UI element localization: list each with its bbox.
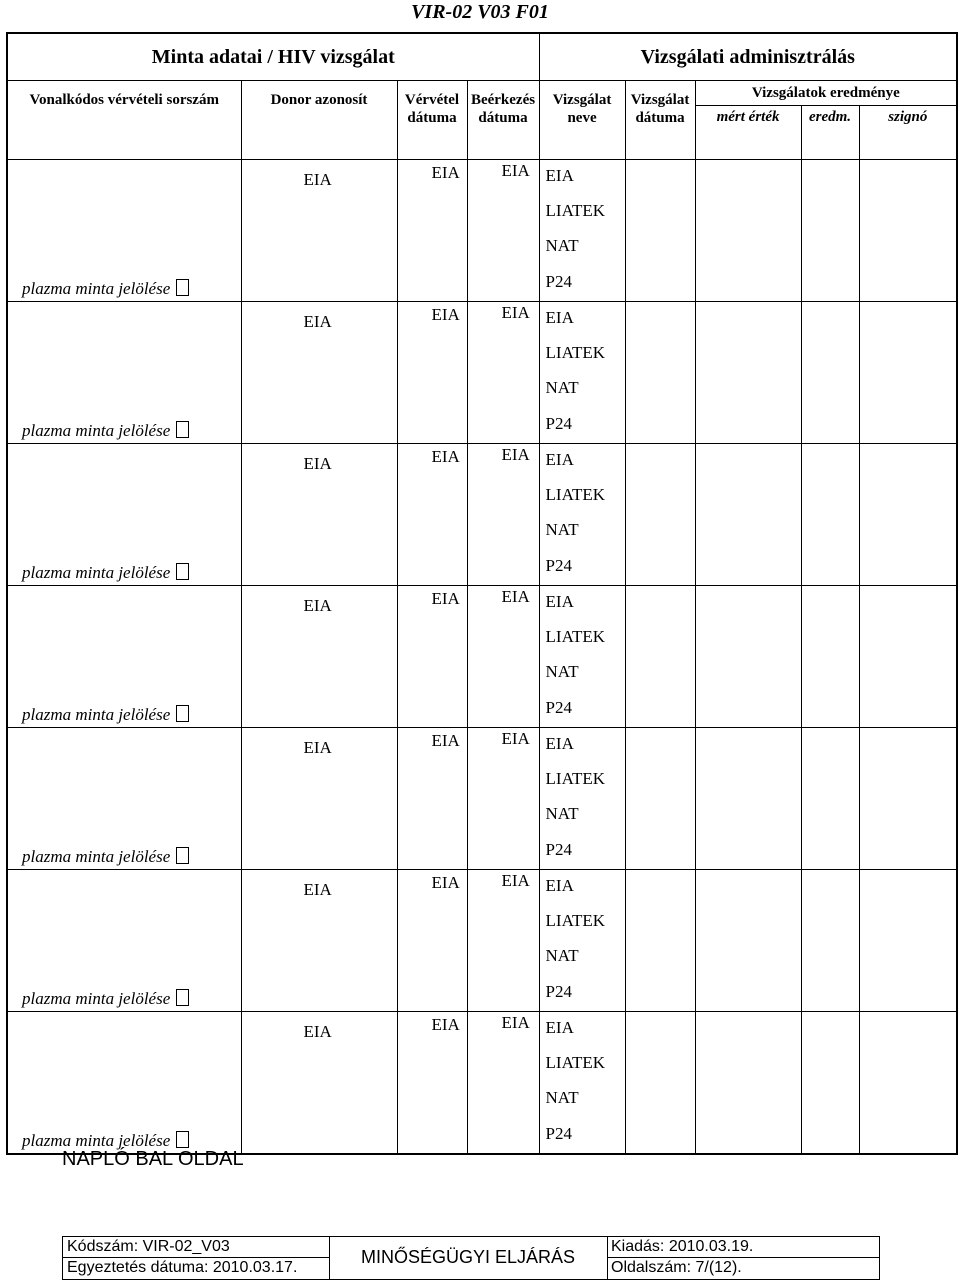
cell-donor[interactable]: [241, 586, 397, 728]
cell-szigno[interactable]: [859, 302, 957, 444]
cell-eredm[interactable]: [801, 586, 859, 728]
cell-mert-ertek[interactable]: [695, 586, 801, 728]
footer-divider: [607, 1257, 879, 1258]
col-vonalkod-label: Vonalkódos vérvételi sorszám: [29, 92, 219, 108]
checkbox-icon[interactable]: [176, 705, 189, 722]
beerkezes-eia-label: EIA: [501, 587, 530, 606]
beerkezes-eia-label: EIA: [501, 161, 530, 180]
checkbox-icon[interactable]: [176, 563, 189, 580]
cell-vizsgalat-neve[interactable]: [539, 1012, 625, 1155]
plasma-label-text: plazma minta jelölése: [22, 989, 171, 1008]
cell-vervetel[interactable]: [397, 302, 467, 444]
cell-vonalkod[interactable]: [7, 586, 241, 728]
plasma-label: [22, 989, 189, 1009]
checkbox-icon[interactable]: [176, 989, 189, 1006]
cell-vizsgalat-neve[interactable]: [539, 870, 625, 1012]
col-vizsgalat-datuma-label: Vizsgálat dátuma: [630, 92, 690, 126]
col-vizsgalat-neve-label: Vizsgálat neve: [552, 92, 612, 126]
col-vonalkod: [7, 81, 241, 160]
test-name-label: EIA: [545, 450, 574, 469]
cell-beerkezes[interactable]: [467, 870, 539, 1012]
cell-vizsgalat-neve[interactable]: [539, 586, 625, 728]
cell-vonalkod[interactable]: [7, 1012, 241, 1155]
log-table: [6, 32, 958, 1155]
cell-mert-ertek[interactable]: [695, 1012, 801, 1155]
cell-mert-ertek[interactable]: [695, 160, 801, 302]
cell-mert-ertek[interactable]: [695, 444, 801, 586]
test-name-label: LIATEK: [545, 343, 606, 362]
col-beerkezes: [467, 81, 539, 160]
footer-oldalszam: Oldalszám: 7/(12).: [611, 1259, 742, 1276]
table-row: [7, 586, 957, 728]
cell-beerkezes[interactable]: [467, 302, 539, 444]
cell-vervetel[interactable]: [397, 444, 467, 586]
plasma-label: [22, 279, 189, 299]
cell-eredm[interactable]: [801, 728, 859, 870]
test-name-label: P24: [545, 556, 572, 575]
cell-vonalkod[interactable]: [7, 728, 241, 870]
donor-eia-label: EIA: [303, 880, 332, 899]
table-row: [7, 870, 957, 1012]
plasma-label: [22, 705, 189, 725]
test-name-label: NAT: [545, 662, 579, 681]
naplo-label: NAPLÓ BAL OLDAL: [62, 1148, 244, 1170]
test-name-label: LIATEK: [545, 627, 606, 646]
donor-eia-label: EIA: [303, 312, 332, 331]
cell-eredm[interactable]: [801, 302, 859, 444]
vervetel-eia-label: EIA: [431, 305, 460, 324]
cell-vizsgalat-datuma[interactable]: [625, 160, 695, 302]
cell-vizsgalat-datuma[interactable]: [625, 444, 695, 586]
test-name-label: EIA: [545, 1018, 574, 1037]
cell-vizsgalat-datuma[interactable]: [625, 1012, 695, 1155]
test-name-label: P24: [545, 1124, 572, 1143]
cell-szigno[interactable]: [859, 870, 957, 1012]
plasma-label-text: plazma minta jelölése: [22, 421, 171, 440]
col-vervetel: [397, 81, 467, 160]
table-row: [7, 444, 957, 586]
test-name-label: LIATEK: [545, 769, 606, 788]
test-name-label: EIA: [545, 734, 574, 753]
plasma-label: [22, 421, 189, 441]
col-eredm: eredm.: [801, 106, 859, 160]
checkbox-icon[interactable]: [176, 421, 189, 438]
cell-vizsgalat-datuma[interactable]: [625, 302, 695, 444]
footer-divider: [607, 1237, 608, 1279]
footer-box: [62, 1236, 880, 1280]
donor-eia-label: EIA: [303, 170, 332, 189]
col-mert-ertek: mért érték: [695, 106, 801, 160]
test-name-label: P24: [545, 840, 572, 859]
test-name-label: NAT: [545, 520, 579, 539]
col-szigno: szignó: [859, 106, 957, 160]
beerkezes-eia-label: EIA: [501, 729, 530, 748]
cell-vizsgalat-neve[interactable]: [539, 444, 625, 586]
beerkezes-eia-label: EIA: [501, 871, 530, 890]
test-name-label: P24: [545, 414, 572, 433]
section-admin: Vizsgálati adminisztrálás: [539, 33, 957, 81]
test-name-label: EIA: [545, 876, 574, 895]
cell-eredm[interactable]: [801, 1012, 859, 1155]
col-donor: [241, 81, 397, 160]
cell-vervetel[interactable]: [397, 870, 467, 1012]
test-name-label: NAT: [545, 236, 579, 255]
cell-donor[interactable]: [241, 1012, 397, 1155]
beerkezes-eia-label: EIA: [501, 1013, 530, 1032]
col-vizsgalat-neve: [539, 81, 625, 160]
checkbox-icon[interactable]: [176, 279, 189, 296]
test-name-label: NAT: [545, 378, 579, 397]
cell-eredm[interactable]: [801, 444, 859, 586]
vervetel-eia-label: EIA: [431, 163, 460, 182]
cell-donor[interactable]: [241, 444, 397, 586]
cell-mert-ertek[interactable]: [695, 728, 801, 870]
test-name-label: NAT: [545, 946, 579, 965]
beerkezes-eia-label: EIA: [501, 445, 530, 464]
table-body: [7, 160, 957, 1155]
test-name-label: LIATEK: [545, 201, 606, 220]
checkbox-icon[interactable]: [176, 847, 189, 864]
plasma-label: [22, 563, 189, 583]
cell-szigno[interactable]: [859, 1012, 957, 1155]
footer-divider: [63, 1257, 329, 1258]
test-name-label: EIA: [545, 166, 574, 185]
donor-eia-label: EIA: [303, 738, 332, 757]
cell-mert-ertek[interactable]: [695, 870, 801, 1012]
section-sample-data: Minta adatai / HIV vizsgálat: [7, 33, 539, 81]
cell-vizsgalat-datuma[interactable]: [625, 586, 695, 728]
table-row: [7, 160, 957, 302]
col-vervetel-label: Vérvétel dátuma: [404, 92, 460, 126]
cell-vizsgalat-datuma[interactable]: [625, 728, 695, 870]
plasma-label-text: plazma minta jelölése: [22, 279, 171, 298]
col-beerkezes-label: Beérkezés dátuma: [470, 92, 536, 126]
table-row: [7, 1012, 957, 1155]
cell-mert-ertek[interactable]: [695, 302, 801, 444]
donor-eia-label: EIA: [303, 596, 332, 615]
test-name-label: LIATEK: [545, 485, 606, 504]
col-donor-label: Donor azonosít: [270, 92, 368, 108]
footer-kiadas: Kiadás: 2010.03.19.: [611, 1238, 754, 1255]
plasma-label-text: plazma minta jelölése: [22, 705, 171, 724]
cell-eredm[interactable]: [801, 160, 859, 302]
cell-vervetel[interactable]: [397, 728, 467, 870]
footer-center-title: MINŐSÉGÜGYI ELJÁRÁS: [360, 1247, 576, 1267]
plasma-label: [22, 847, 189, 867]
cell-donor[interactable]: [241, 870, 397, 1012]
cell-vizsgalat-neve[interactable]: [539, 302, 625, 444]
vervetel-eia-label: EIA: [431, 873, 460, 892]
plasma-label-text: plazma minta jelölése: [22, 847, 171, 866]
test-name-label: EIA: [545, 592, 574, 611]
cell-vervetel[interactable]: [397, 160, 467, 302]
cell-vonalkod[interactable]: [7, 160, 241, 302]
plasma-label-text: plazma minta jelölése: [22, 1131, 171, 1150]
cell-szigno[interactable]: [859, 444, 957, 586]
cell-szigno[interactable]: [859, 160, 957, 302]
cell-vizsgalat-neve[interactable]: [539, 728, 625, 870]
beerkezes-eia-label: EIA: [501, 303, 530, 322]
cell-vonalkod[interactable]: [7, 870, 241, 1012]
cell-beerkezes[interactable]: [467, 444, 539, 586]
cell-vizsgalat-datuma[interactable]: [625, 870, 695, 1012]
donor-eia-label: EIA: [303, 454, 332, 473]
test-name-label: NAT: [545, 804, 579, 823]
cell-vonalkod[interactable]: [7, 444, 241, 586]
cell-vizsgalat-neve[interactable]: [539, 160, 625, 302]
document-title: VIR-02 V03 F01: [411, 1, 549, 23]
cell-beerkezes[interactable]: [467, 1012, 539, 1155]
vervetel-eia-label: EIA: [431, 589, 460, 608]
cell-vervetel[interactable]: [397, 1012, 467, 1155]
cell-beerkezes[interactable]: [467, 586, 539, 728]
test-name-label: P24: [545, 982, 572, 1001]
col-vizsgalat-datuma: [625, 81, 695, 160]
cell-vervetel[interactable]: [397, 586, 467, 728]
test-name-label: P24: [545, 698, 572, 717]
cell-szigno[interactable]: [859, 728, 957, 870]
footer-kodszam: Kódszám: VIR-02_V03: [67, 1238, 230, 1255]
table-row: [7, 728, 957, 870]
vervetel-eia-label: EIA: [431, 1015, 460, 1034]
donor-eia-label: EIA: [303, 1022, 332, 1041]
test-name-label: NAT: [545, 1088, 579, 1107]
vervetel-eia-label: EIA: [431, 731, 460, 750]
footer-egyeztetes: Egyeztetés dátuma: 2010.03.17.: [67, 1259, 298, 1276]
test-name-label: LIATEK: [545, 1053, 606, 1072]
cell-szigno[interactable]: [859, 586, 957, 728]
vervetel-eia-label: EIA: [431, 447, 460, 466]
cell-eredm[interactable]: [801, 870, 859, 1012]
cell-donor[interactable]: [241, 160, 397, 302]
test-name-label: LIATEK: [545, 911, 606, 930]
test-name-label: EIA: [545, 308, 574, 327]
cell-beerkezes[interactable]: [467, 728, 539, 870]
col-eredmenyek: Vizsgálatok eredménye: [695, 81, 957, 106]
table-row: [7, 302, 957, 444]
test-name-label: P24: [545, 272, 572, 291]
cell-donor[interactable]: [241, 302, 397, 444]
cell-donor[interactable]: [241, 728, 397, 870]
cell-vonalkod[interactable]: [7, 302, 241, 444]
plasma-label-text: plazma minta jelölése: [22, 563, 171, 582]
checkbox-icon[interactable]: [176, 1131, 189, 1148]
cell-beerkezes[interactable]: [467, 160, 539, 302]
